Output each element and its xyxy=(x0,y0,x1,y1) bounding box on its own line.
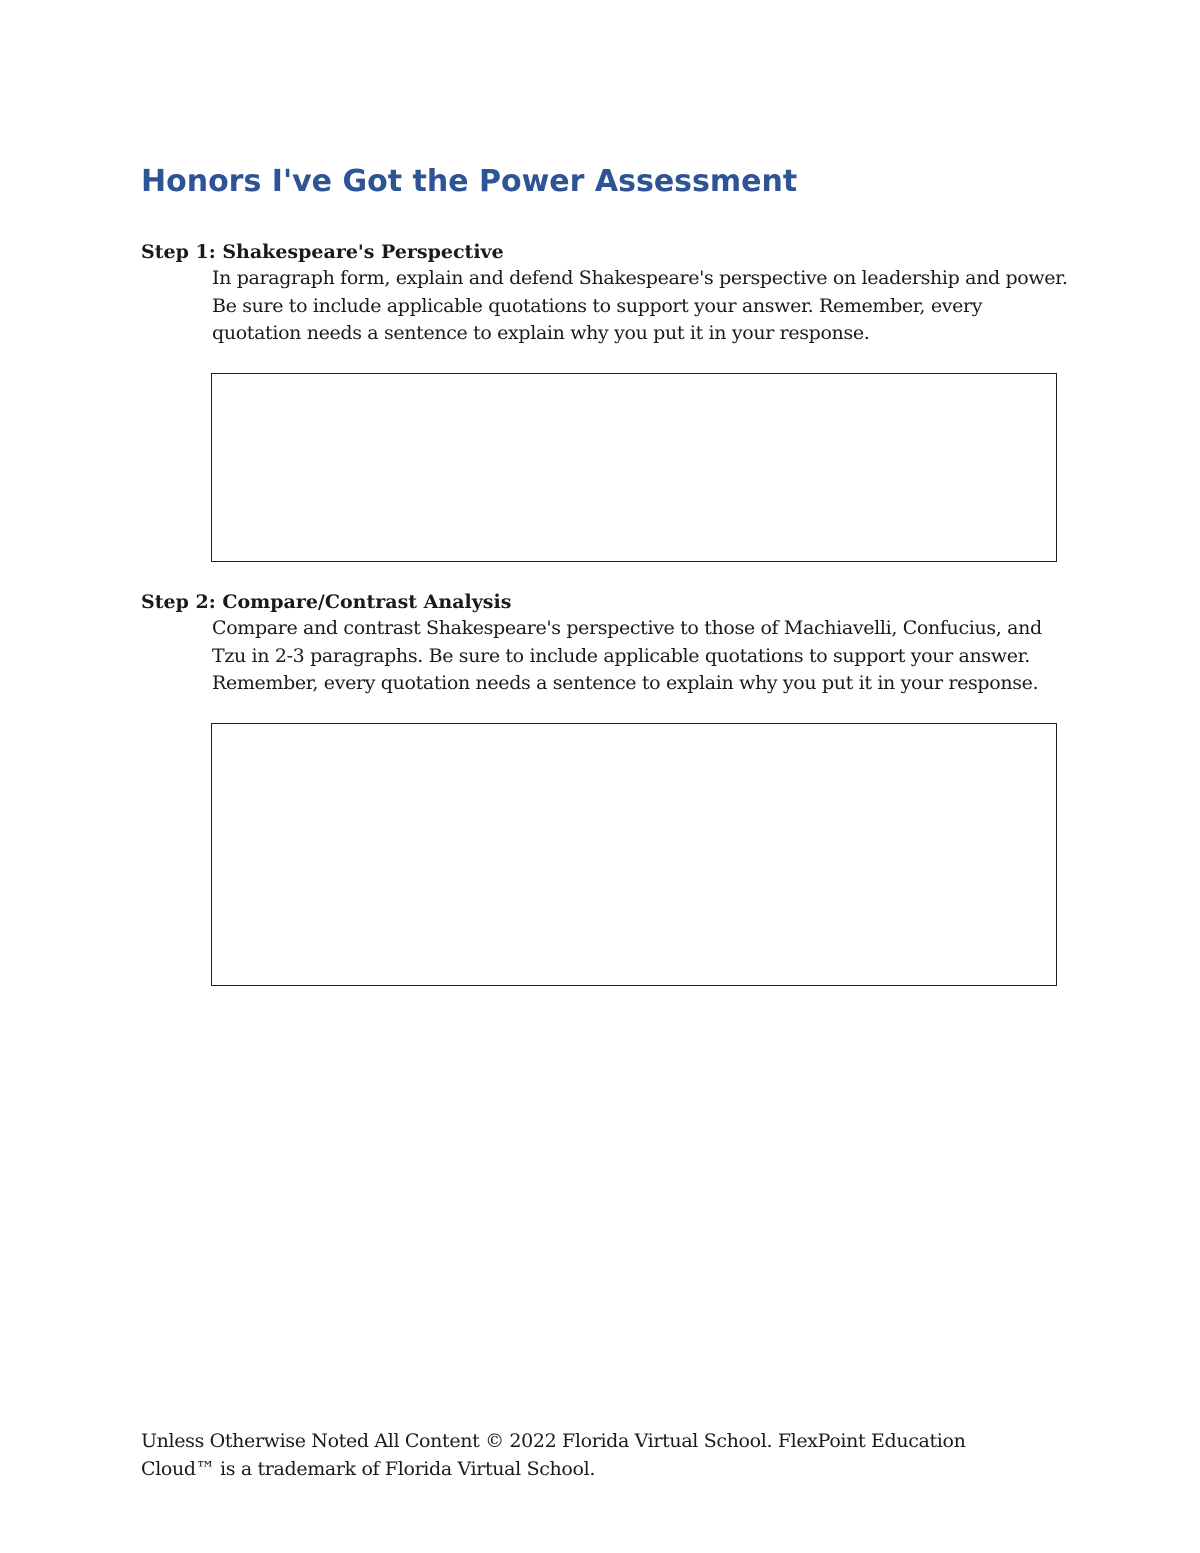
step-1-instructions: In paragraph form, explain and defend Shakespeare's perspective on leadership and power. Be sure to include applicable quotations to support your answer. Remember, every quotation needs a sentence to explain why you put it in your response. xyxy=(212,267,1068,344)
step-1-response-box[interactable] xyxy=(211,373,1057,562)
step-2-instructions: Compare and contrast Shakespeare's perspective to those of Machiavelli, Confucius, and Tzu in 2-3 paragraphs. Be sure to include applicable quotations to support your answer. Remember, every quotation needs a sentence to explain why you put it in your response. xyxy=(212,617,1042,694)
step-2-response-box[interactable] xyxy=(211,723,1057,986)
copyright-footer: Unless Otherwise Noted All Content © 2022 Florida Virtual School. FlexPoint Education Cloud™ is a trademark of Florida Virtual School. xyxy=(141,1430,966,1480)
document-title: Honors I've Got the Power Assessment xyxy=(141,164,798,199)
step-1-heading: Step 1: Shakespeare's Perspective xyxy=(141,241,504,263)
step-2-heading: Step 2: Compare/Contrast Analysis xyxy=(141,591,512,613)
